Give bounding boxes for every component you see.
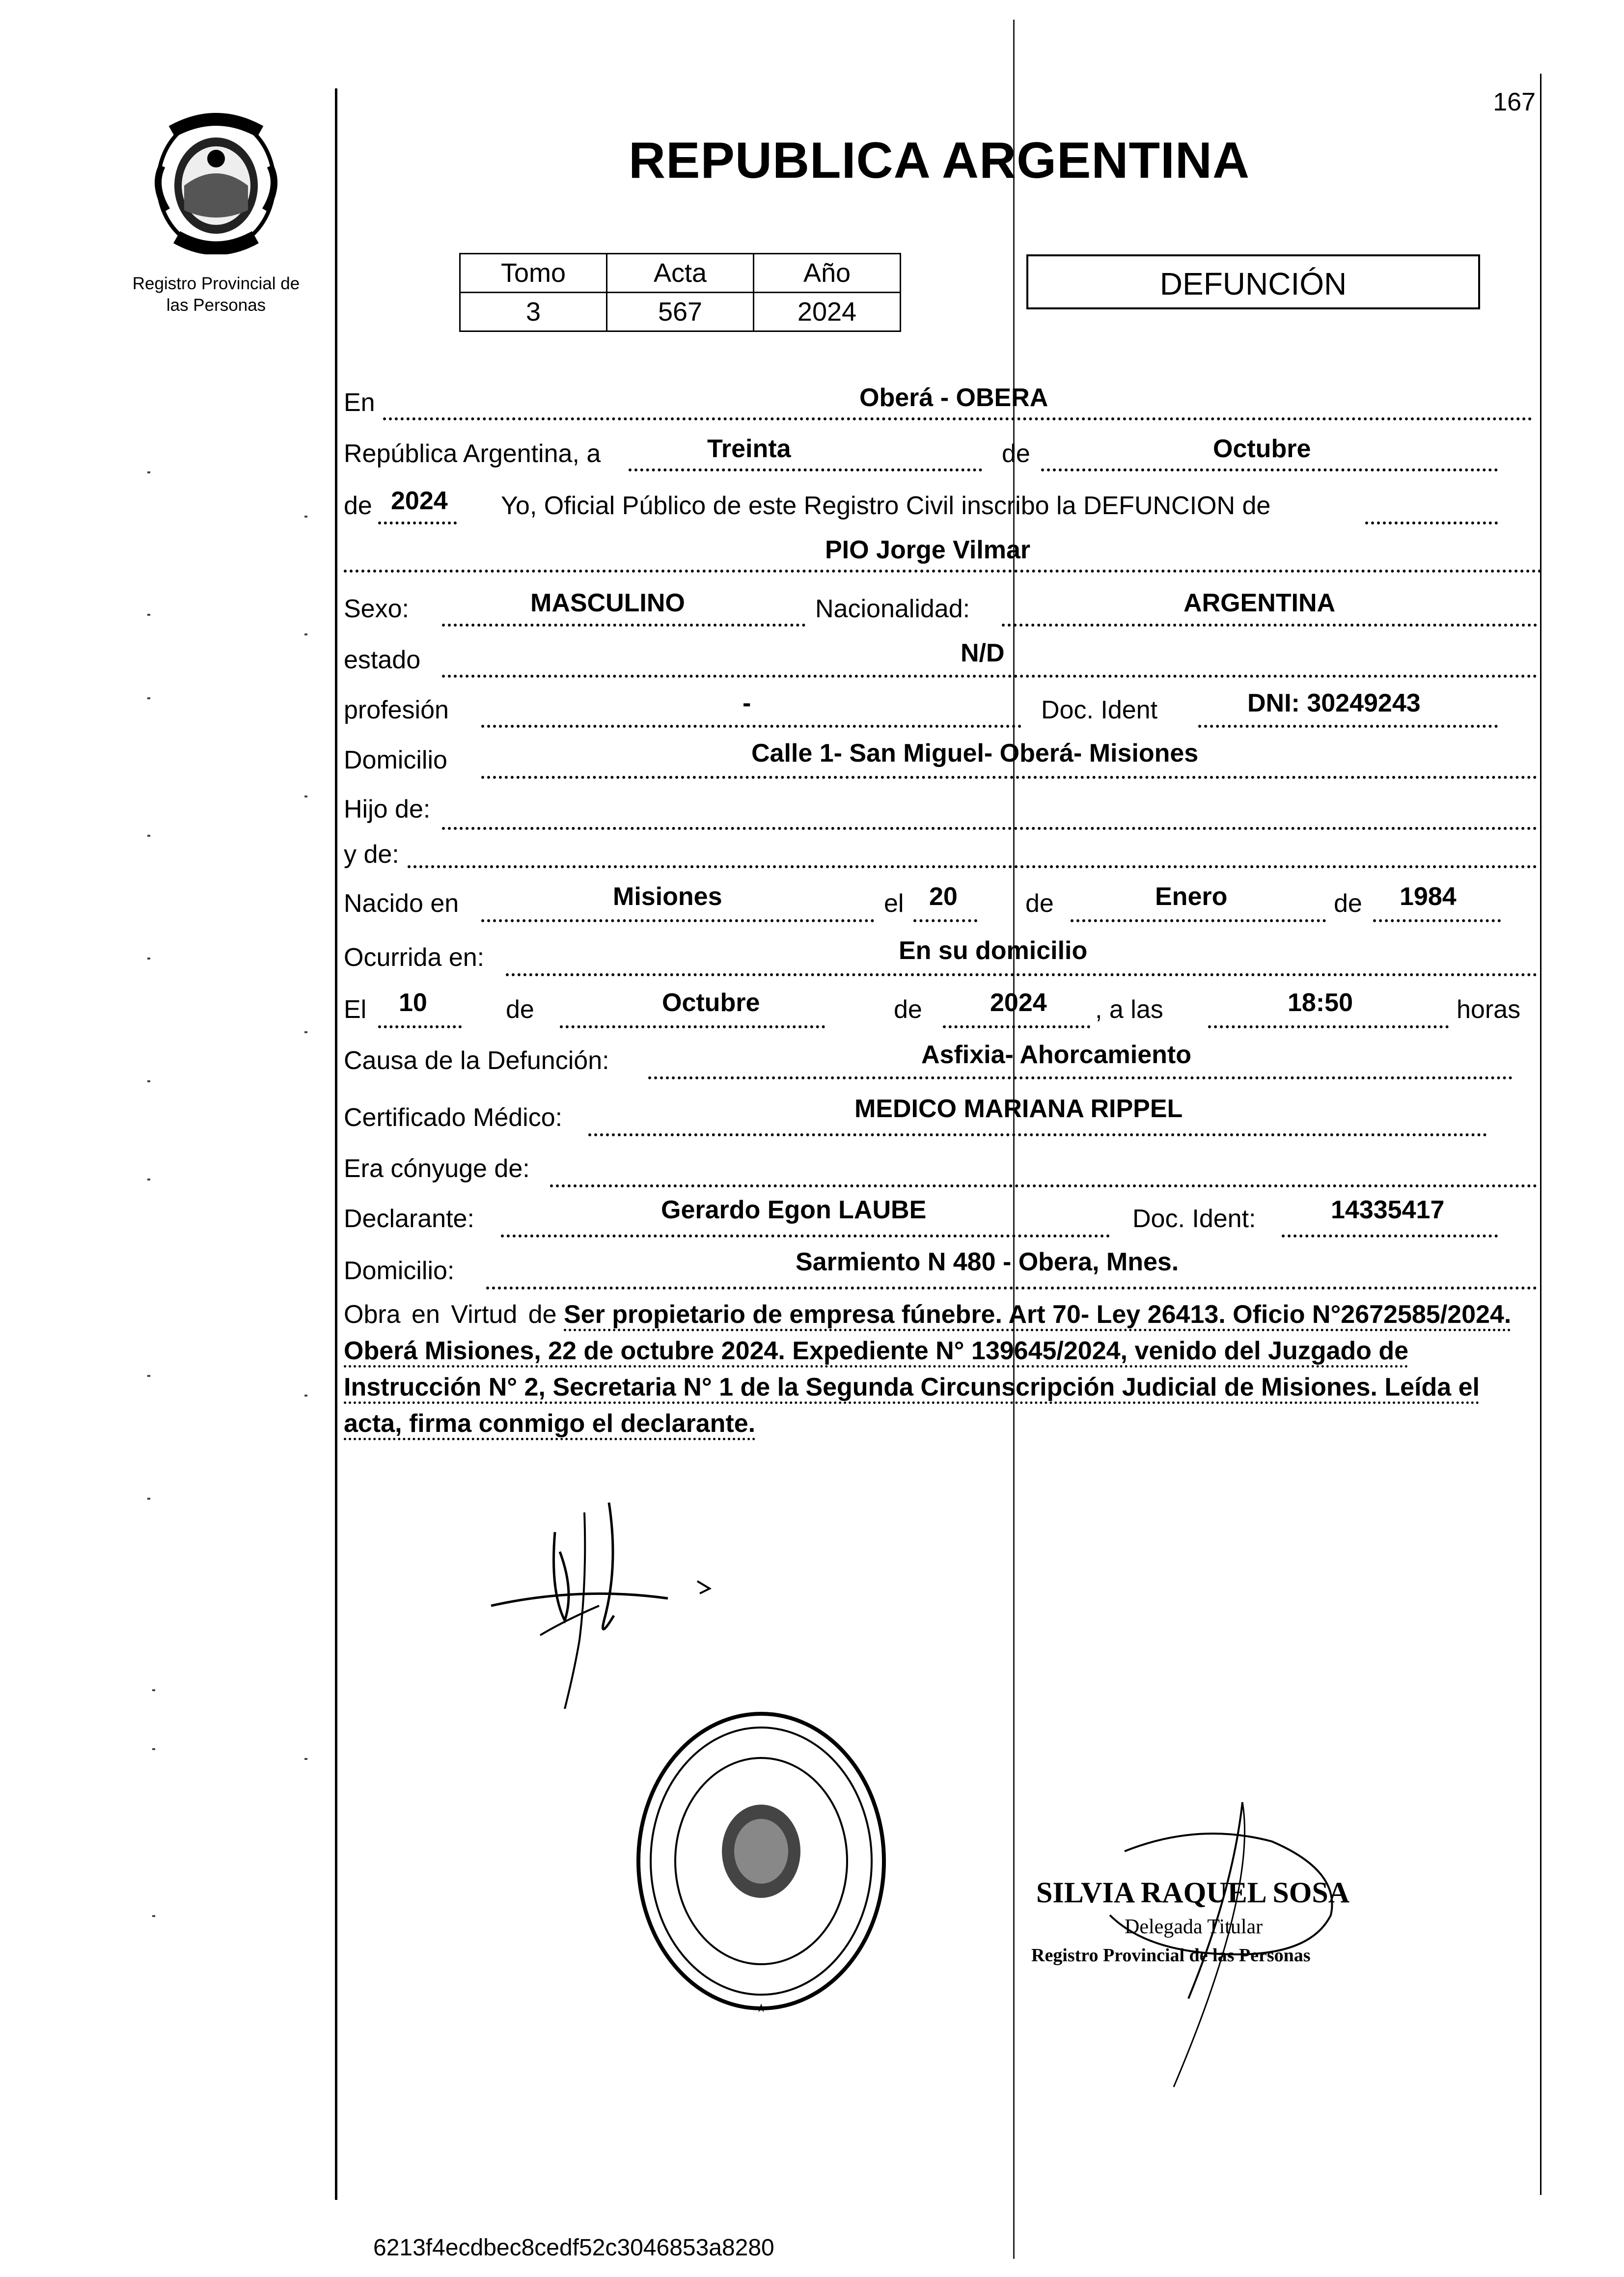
declarante-label: Declarante:	[344, 1205, 474, 1233]
registry-label-line1: Registro Provincial de	[132, 274, 300, 293]
acta-header-acta: Acta	[607, 254, 754, 293]
left-margin-line	[335, 88, 337, 2200]
document-title: REPUBLICA ARGENTINA	[629, 132, 1250, 189]
conyuge-label: Era cónyuge de:	[344, 1154, 530, 1183]
acta-table	[459, 253, 901, 332]
nombre-value: PIO Jorge Vilmar	[825, 536, 1031, 564]
ocurrida-label: Ocurrida en:	[344, 943, 485, 972]
nacionalidad-label: Nacionalidad:	[815, 595, 970, 623]
row-declarante	[344, 1195, 1542, 1244]
registry-label-line2: las Personas	[166, 296, 266, 315]
inscribo-text: Yo, Oficial Público de este Registro Civil inscribo la DEFUNCION de	[501, 492, 1271, 520]
nacionalidad-value: ARGENTINA	[1184, 589, 1336, 617]
row-fecha-defuncion	[344, 988, 1542, 1037]
row-en	[344, 383, 1542, 432]
obra-value: Ser propietario de empresa fúnebre. Art 70- Ley 26413. Oficio N°2672585/2024. Oberá Misiones, 22 de octubre 2024. Expediente N° 139645/2024, venido del Juzgado de Instrucción N° 2, Secretaria N° 1 de la Segunda Circunscripción Judicial de Misiones. Leída el acta, firma conmigo el declarante.	[344, 1300, 1511, 1440]
domicilio-label: Domicilio	[344, 746, 447, 774]
nac-de2-label: de	[1334, 889, 1362, 918]
doc2-value: 14335417	[1331, 1196, 1445, 1224]
causa-value: Asfixia- Ahorcamiento	[921, 1041, 1191, 1069]
row-hijo	[344, 793, 1542, 842]
nac-anio: 1984	[1400, 882, 1457, 911]
declarante-value: Gerardo Egon LAUBE	[661, 1196, 927, 1224]
row-republica	[344, 434, 1542, 483]
row-nacido	[344, 882, 1542, 931]
domicilio2-value: Sarmiento N 480 - Obera, Mnes.	[796, 1248, 1179, 1276]
doc-value: DNI: 30249243	[1247, 689, 1421, 717]
acta-value-anio: 2024	[754, 293, 901, 331]
estado-value: N/D	[961, 639, 1005, 667]
acta-header-anio: Año	[754, 254, 901, 293]
horas-label: horas	[1457, 995, 1521, 1024]
dia-value: Treinta	[707, 435, 791, 463]
obra-label: Obra en Virtud de	[344, 1300, 557, 1329]
de-label: de	[1002, 439, 1030, 468]
doc-label: Doc. Ident	[1041, 696, 1158, 724]
profesion-label: profesión	[344, 696, 449, 724]
registry-label	[113, 273, 319, 316]
declarant-signature	[481, 1493, 746, 1709]
nac-mes: Enero	[1155, 882, 1228, 911]
estado-label: estado	[344, 646, 421, 674]
nacido-value: Misiones	[613, 882, 722, 911]
def-hora: 18:50	[1288, 988, 1353, 1017]
ocurrida-value: En su domicilio	[899, 936, 1088, 965]
page-number: 167	[1493, 88, 1536, 116]
domicilio2-label: Domicilio:	[344, 1257, 455, 1285]
row-yde	[344, 838, 1542, 887]
row-conyuge	[344, 1152, 1542, 1201]
official-registry: Registro Provincial de las Personas	[1031, 1945, 1311, 1966]
row-causa	[344, 1040, 1542, 1089]
def-de1-label: de	[506, 995, 534, 1024]
acta-value-acta: 567	[607, 293, 754, 331]
row-inscripcion	[344, 486, 1542, 535]
doc2-label: Doc. Ident:	[1132, 1205, 1256, 1233]
delegacion-seal	[631, 1704, 891, 2018]
row-nombre	[344, 535, 1542, 584]
nacido-label: Nacido en	[344, 889, 459, 918]
acta-header-tomo: Tomo	[460, 254, 607, 293]
official-role: Delegada Titular	[1125, 1916, 1263, 1938]
official-name: SILVIA RAQUEL SOSA	[1036, 1876, 1350, 1909]
row-profesion	[344, 688, 1542, 738]
en-label: En	[344, 388, 375, 417]
certificado-label: Certificado Médico:	[344, 1103, 563, 1132]
el-label: el	[884, 889, 904, 918]
profesion-value: -	[743, 689, 751, 717]
sexo-value: MASCULINO	[530, 589, 685, 617]
provincia-misiones-logo	[142, 112, 290, 254]
acta-value-tomo: 3	[460, 293, 607, 331]
row-estado	[344, 638, 1542, 687]
anio-value: 2024	[391, 487, 448, 515]
certificado-value: MEDICO MARIANA RIPPEL	[854, 1095, 1183, 1123]
hijo-label: Hijo de:	[344, 795, 431, 823]
document-hash: 6213f4ecdbec8cedf52c3046853a8280	[373, 2235, 774, 2261]
nac-de1-label: de	[1025, 889, 1054, 918]
El-label: El	[344, 995, 367, 1024]
domicilio-value: Calle 1- San Miguel- Oberá- Misiones	[751, 739, 1199, 768]
def-mes: Octubre	[662, 988, 760, 1017]
def-de2-label: de	[894, 995, 922, 1024]
def-anio: 2024	[990, 988, 1047, 1017]
republica-label: República Argentina, a	[344, 439, 601, 468]
row-sexo	[344, 588, 1542, 637]
yde-label: y de:	[344, 840, 399, 869]
row-certificado	[344, 1094, 1542, 1143]
nac-dia: 20	[929, 882, 958, 911]
alas-label: , a las	[1095, 995, 1163, 1024]
obra-paragraph	[344, 1296, 1542, 1442]
act-type-box: DEFUNCIÓN	[1026, 254, 1480, 309]
mes-value: Octubre	[1213, 435, 1311, 463]
causa-label: Causa de la Defunción:	[344, 1046, 609, 1075]
en-value: Oberá - OBERA	[859, 384, 1048, 412]
row-domicilio-declarante	[344, 1247, 1542, 1296]
row-ocurrida	[344, 936, 1542, 985]
anio-label: de	[344, 492, 372, 520]
row-domicilio	[344, 739, 1542, 788]
def-dia: 10	[399, 988, 427, 1017]
sexo-label: Sexo:	[344, 595, 409, 623]
